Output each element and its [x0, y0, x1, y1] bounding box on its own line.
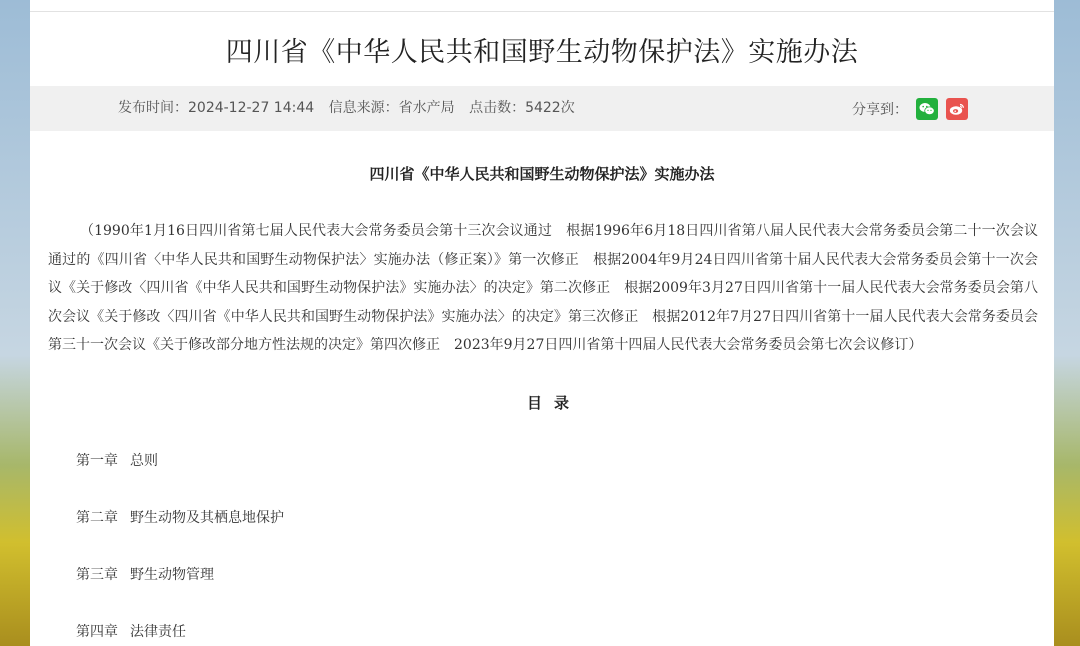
- background-left: [0, 0, 30, 646]
- divider: [30, 11, 1054, 12]
- info-source: 信息来源：省水产局: [328, 100, 455, 116]
- toc-chapter-number: 第一章: [76, 453, 118, 469]
- toc-chapter-title: 野生动物及其栖息地保护: [130, 510, 284, 526]
- toc-chapter-title: 野生动物管理: [130, 567, 214, 583]
- view-count: 点击数：5422次: [469, 100, 575, 116]
- preamble-paragraph: （1990年1月16日四川省第七届人民代表大会常务委员会第十三次会议通过 根据1996年6月18日四川省第八届人民代表大会常务委员会第二十一次会议通过的《四川省〈中华人民共和国野生动物保护法〉实施办法（修正案）》第一次修正 根据2004年9月24日四川省第十届人民代表大会常务委员会第十一次会议《关于修改〈四川省《中华人民共和国野生动物保护法》实施办法〉的决定》第二次修正 根据2009年3月27日四川省第十一届人民代表大会常务委员会第八次会议《关于修改〈四川省《中华人民共和国野生动物保护法》实施办法〉的决定》第三次修正 根据2012年7月27日四川省第十一届人民代表大会常务委员会第三十一次会议《关于修改部分地方性法规的决定》第四次修正 2023年9月27日四川省第十四届人民代表大会常务委员会第七次会议修订）: [48, 223, 1038, 353]
- toc-chapter-number: 第四章: [76, 624, 118, 640]
- wechat-icon: [919, 102, 935, 116]
- share-weibo-button[interactable]: [946, 98, 968, 120]
- toc-title: 目录: [526, 394, 581, 412]
- share-label: 分享到：: [852, 101, 908, 118]
- toc-item[interactable]: [76, 564, 214, 584]
- document-heading: 四川省《中华人民共和国野生动物保护法》实施办法: [369, 165, 715, 183]
- toc-chapter-title: 法律责任: [130, 624, 186, 640]
- toc-item[interactable]: [76, 507, 284, 527]
- toc-chapter-title: 总则: [130, 453, 158, 469]
- weibo-icon: [949, 102, 965, 116]
- share-wechat-button[interactable]: [916, 98, 938, 120]
- meta-info: [118, 86, 585, 131]
- toc-item[interactable]: [76, 621, 186, 641]
- meta-bar: [30, 86, 1054, 131]
- article-card: [30, 0, 1054, 646]
- toc-chapter-number: 第二章: [76, 510, 118, 526]
- toc-item[interactable]: [76, 450, 158, 470]
- toc-chapter-number: 第三章: [76, 567, 118, 583]
- background-right: [1054, 0, 1080, 646]
- share-bar: [852, 86, 968, 131]
- publish-time: 发布时间：2024-12-27 14:44: [118, 100, 315, 116]
- page-title: 四川省《中华人民共和国野生动物保护法》实施办法: [225, 37, 859, 68]
